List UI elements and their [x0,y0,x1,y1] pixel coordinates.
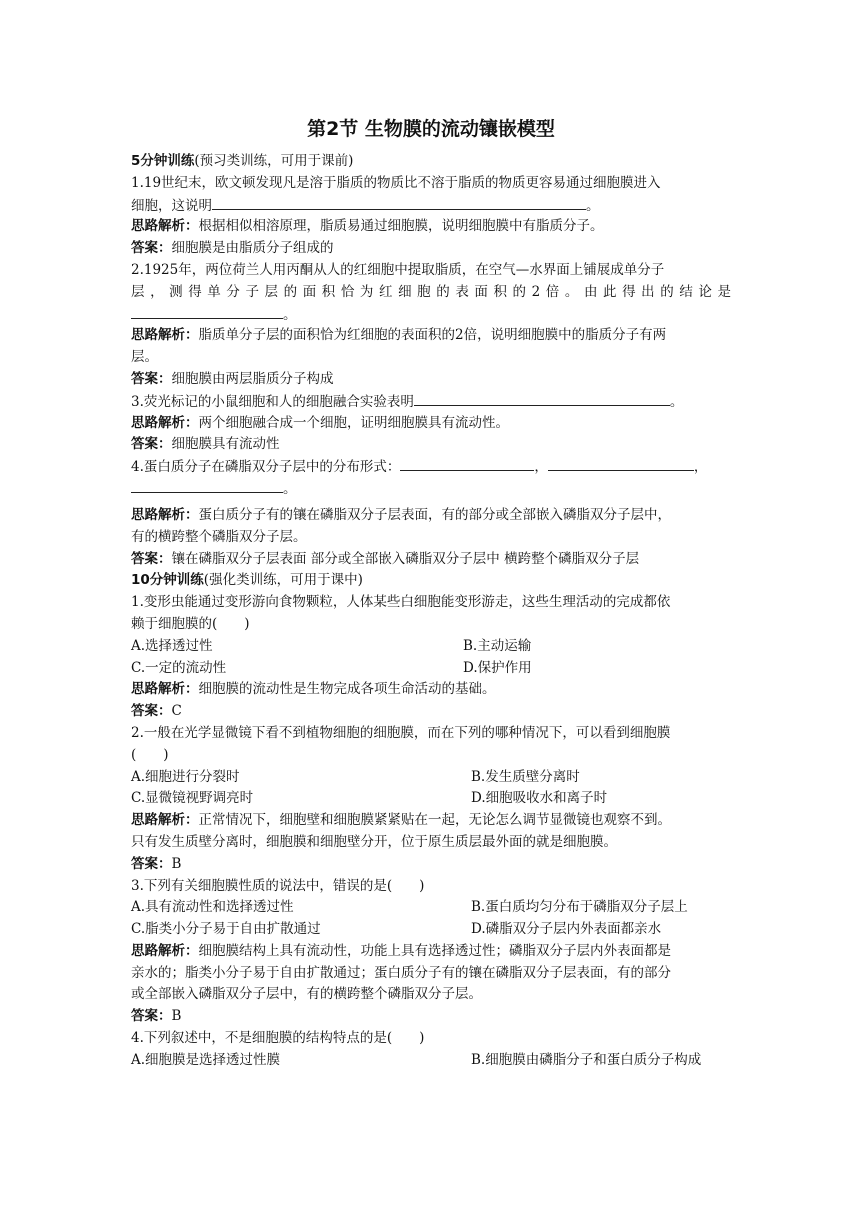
answer-text: C [171,703,182,720]
answer-label: 答案： [131,1008,172,1025]
section-heading-10min [131,570,731,592]
question-text: 。 [283,306,297,323]
options-row [131,897,731,919]
analysis-label: 思路解析： [131,812,199,829]
question-line: 赖于细胞膜的( ) [131,615,250,632]
answer-line [131,1006,731,1028]
analysis-text: 根据相似相溶原理，脂质易通过细胞膜，说明细胞膜中有脂质分子。 [198,218,604,235]
analysis-label: 思路解析： [131,681,199,698]
option-c: C.显微镜视野调亮时 [131,790,254,807]
analysis-line [131,325,731,347]
question-line [131,304,731,326]
answer-text: 细胞膜是由脂质分子组成的 [171,240,334,257]
option-a: A.选择透过性 [131,637,213,654]
answer-text: B [171,855,182,872]
analysis-label: 思路解析： [131,218,199,235]
section-head: 10分钟训练 [131,572,204,589]
question-line: 4.下列叙述中，不是细胞膜的结构特点的是( ) [131,1030,425,1047]
analysis-line [131,941,731,963]
question-line [131,456,731,478]
question-line: 2.一般在光学显微镜下看不到植物细胞的细胞膜，而在下列的哪种情况下，可以看到细胞膜 [131,724,671,741]
question-text: 细胞，这说明 [131,197,212,214]
answer-line [131,434,731,456]
analysis-label: 思路解析： [131,506,199,523]
analysis-line: 或全部嵌入磷脂双分子层中，有的横跨整个磷脂双分子层。 [131,986,482,1003]
answer-blank [131,304,283,319]
answer-label: 答案： [131,436,172,453]
analysis-label: 思路解析： [131,942,199,959]
answer-blank [212,195,586,210]
question-line: 1.变形虫能通过变形游向食物颗粒，人体某些白细胞能变形游走，这些生理活动的完成都依 [131,594,671,611]
question-text: 。 [283,480,297,497]
analysis-text: 细胞膜的流动性是生物完成各项生命活动的基础。 [198,681,496,698]
option-b: B.发生质壁分离时 [471,768,580,785]
answer-label: 答案： [131,370,172,387]
answer-text: 细胞膜由两层脂质分子构成 [171,370,334,387]
analysis-line [131,679,731,701]
page-title: 第2节 生物膜的流动镶嵌模型 [307,118,555,140]
answer-line [131,701,731,723]
option-b: B.细胞膜由磷脂分子和蛋白质分子构成 [471,1051,702,1068]
question-line: 2.1925年，两位荷兰人用丙酮从人的红细胞中提取脂质，在空气—水界面上铺展成单分子 [131,261,665,278]
options-row [131,1050,731,1072]
analysis-line [131,810,731,832]
answer-label: 答案： [131,240,172,257]
question-line [131,195,731,217]
option-b: B.蛋白质均匀分布于磷脂双分子层上 [471,899,688,916]
document-body [131,151,731,1072]
question-text: 4.蛋白质分子在磷脂双分子层中的分布形式： [131,459,401,476]
option-a: A.具有流动性和选择透过性 [131,899,294,916]
option-c: C.脂类小分子易于自由扩散通过 [131,921,321,938]
analysis-text: 正常情况下，细胞壁和细胞膜紧紧贴在一起，无论怎么调节显微镜也观察不到。 [198,812,671,829]
answer-line [131,238,731,260]
answer-blank [400,456,534,471]
option-a: A.细胞膜是选择透过性膜 [131,1051,281,1068]
analysis-line [131,505,731,527]
answer-line [131,369,731,391]
options-row [131,788,731,810]
option-b: B.主动运输 [463,637,532,654]
answer-line [131,854,731,876]
answer-line [131,549,731,571]
question-line [131,478,731,505]
question-line: 1.19世纪末，欧文顿发现凡是溶于脂质的物质比不溶于脂质的物质更容易通过细胞膜进入 [131,174,661,191]
analysis-line: 有的横跨整个磷脂双分子层。 [131,528,307,545]
answer-blank [548,456,694,471]
question-text: ， [693,459,708,476]
option-a: A.细胞进行分裂时 [131,768,240,785]
section-heading-5min [131,151,731,173]
answer-label: 答案： [131,550,172,567]
question-line: 层，测得单分子层的面积恰为红细胞的表面积的2倍。由此得出的结论是 [131,283,731,300]
analysis-line [131,216,731,238]
options-row [131,919,731,941]
answer-text: 细胞膜具有流动性 [171,436,280,453]
question-line: ( ) [131,746,169,763]
section-note: (预习类训练，可用于课前) [194,153,354,169]
answer-blank [131,478,283,493]
options-row [131,767,731,789]
question-text: ， [534,459,548,476]
analysis-label: 思路解析： [131,414,199,431]
option-c: C.一定的流动性 [131,659,227,676]
answer-blank [414,391,670,406]
analysis-line: 只有发生质壁分离时，细胞膜和细胞壁分开，位于原生质层最外面的就是细胞膜。 [131,833,617,850]
answer-label: 答案： [131,703,172,720]
analysis-label: 思路解析： [131,327,199,344]
answer-label: 答案： [131,855,172,872]
options-row [131,658,731,680]
analysis-text: 蛋白质分子有的镶在磷脂双分子层表面，有的部分或全部嵌入磷脂双分子层中， [198,506,671,523]
question-line: 3.下列有关细胞膜性质的说法中，错误的是( ) [131,877,425,894]
analysis-line: 层。 [131,349,158,366]
answer-text: 镶在磷脂双分子层表面 部分或全部嵌入磷脂双分子层中 横跨整个磷脂双分子层 [171,550,640,567]
question-text: 。 [669,393,684,410]
question-line [131,391,731,413]
analysis-text: 脂质单分子层的面积恰为红细胞的表面积的2倍，说明细胞膜中的脂质分子有两 [198,327,667,344]
analysis-text: 两个细胞融合成一个细胞，证明细胞膜具有流动性。 [198,414,509,431]
analysis-text: 细胞膜结构上具有流动性，功能上具有选择透过性；磷脂双分子层内外表面都是 [198,942,671,959]
analysis-line: 亲水的；脂类小分子易于自由扩散通过；蛋白质分子有的镶在磷脂双分子层表面，有的部分 [131,964,671,981]
options-row [131,636,731,658]
question-text: 3.荧光标记的小鼠细胞和人的细胞融合实验表明 [131,393,414,410]
analysis-line [131,413,731,435]
answer-text: B [171,1008,182,1025]
option-d: D.磷脂双分子层内外表面都亲水 [471,921,662,938]
section-head: 5分钟训练 [131,153,195,169]
section-note: (强化类训练，可用于课中) [203,572,363,589]
option-d: D.保护作用 [463,659,532,676]
option-d: D.细胞吸收水和离子时 [471,790,608,807]
question-text: 。 [586,197,600,214]
